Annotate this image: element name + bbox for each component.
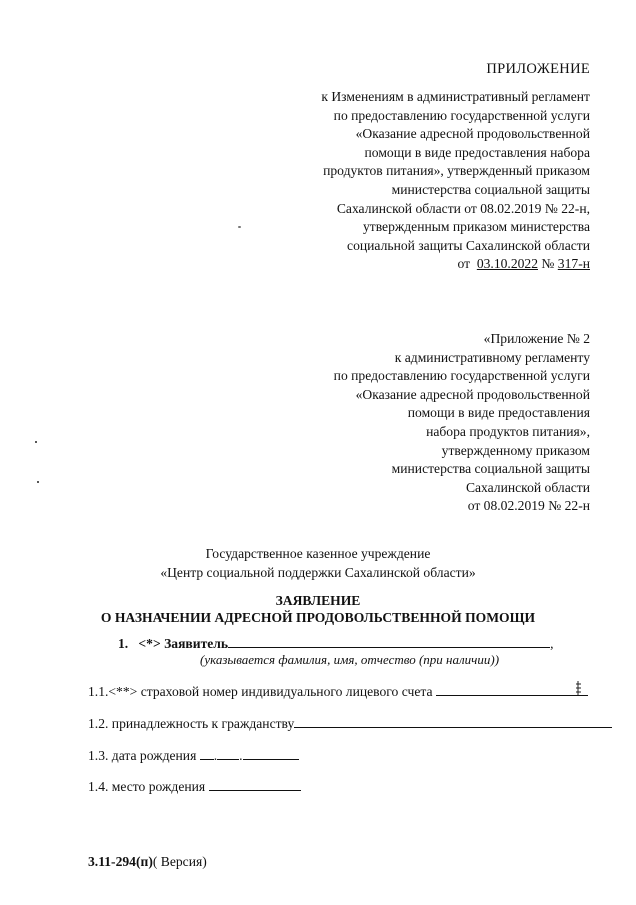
- annex2-line: по предоставлению государственной услуги: [333, 368, 590, 384]
- annex2-line: Сахалинской области: [465, 479, 590, 495]
- scan-speck: [35, 441, 37, 443]
- birth-year-input-line[interactable]: [243, 745, 299, 760]
- amendment-line: утвержденным приказом министерства: [362, 219, 590, 235]
- annex2-line: от 08.02.2019 № 22-н: [467, 498, 590, 514]
- date-separator: .: [213, 748, 218, 763]
- institution-block: [0, 545, 636, 582]
- document-subtitle: О НАЗНАЧЕНИИ АДРЕСНОЙ ПРОДОВОЛЬСТВЕННОЙ ПОМОЩИ: [100, 610, 536, 625]
- amendment-line: продуктов питания», утвержденный приказом: [323, 163, 590, 179]
- scan-speck: [238, 226, 241, 228]
- annex2-line: «Приложение № 2: [483, 331, 590, 346]
- applicant-trailing-comma: ,: [550, 636, 554, 651]
- citizenship-input-line[interactable]: [294, 713, 612, 728]
- annex2-line: министерства социальной защиты: [391, 461, 590, 477]
- date-prefix: от: [457, 256, 471, 272]
- field-birth-place: [88, 776, 301, 797]
- amendment-date-line: [321, 255, 590, 274]
- field-citizenship: [88, 713, 612, 734]
- amendment-line: помощи в виде предоставления набора: [364, 144, 590, 160]
- form-version: ( Версия): [152, 854, 207, 869]
- amendment-line: «Оказание адресной продовольственной: [355, 126, 590, 142]
- date-separator: .: [239, 748, 243, 763]
- field-snils-label: 1.1.<**> страховой номер индивидуального лицевого счета: [88, 684, 433, 699]
- birth-day-input-line[interactable]: [200, 745, 214, 760]
- institution-line: Государственное казенное учреждение: [205, 546, 431, 561]
- institution-name: «Центр социальной поддержки Сахалинской области»: [160, 564, 476, 580]
- applicant-name-field[interactable]: [228, 633, 550, 648]
- amendment-line: министерства социальной защиты: [391, 181, 590, 197]
- field-birth-date: [88, 745, 299, 766]
- document-title-line: ЗАЯВЛЕНИЕ: [275, 593, 361, 608]
- annex2-line: «Оказание адресной продовольственной: [355, 386, 590, 402]
- annex2-line: помощи в виде предоставления: [407, 405, 590, 421]
- annex2-line: к административному регламенту: [394, 349, 590, 365]
- birth-place-input-line[interactable]: [209, 776, 301, 791]
- annex-title: ПРИЛОЖЕНИЕ: [486, 61, 590, 77]
- order-number: 317-н: [557, 256, 590, 272]
- birth-month-input-line[interactable]: [217, 745, 239, 760]
- field-birth-place-label: 1.4. место рождения: [88, 779, 206, 794]
- document-title: [0, 592, 636, 626]
- number-sign: №: [541, 256, 555, 272]
- annex2-line: набора продуктов питания»,: [426, 423, 590, 439]
- applicant-number: 1.: [118, 636, 129, 651]
- applicant-label: <*> Заявитель: [138, 636, 229, 651]
- annex2-line: утвержденному приказом: [441, 442, 590, 458]
- field-citizenship-label: 1.2. принадлежность к гражданству: [88, 716, 295, 731]
- annex2-block: [334, 330, 590, 516]
- order-date: 03.10.2022: [476, 256, 538, 272]
- amendment-line: Сахалинской области от 08.02.2019 № 22-н,: [336, 200, 590, 216]
- margin-mark-icon: [575, 680, 583, 696]
- footer-code: [88, 853, 207, 872]
- applicant-hint: (указывается фамилия, имя, отчество (при наличии)): [200, 652, 500, 667]
- form-code: 3.11-294(п): [88, 854, 153, 869]
- field-birth-date-label: 1.3. дата рождения: [88, 748, 197, 763]
- amendment-line: социальной защиты Сахалинской области: [347, 237, 590, 253]
- amendment-block: [321, 88, 590, 274]
- amendment-line: по предоставлению государственной услуги: [333, 107, 590, 123]
- snils-input-line[interactable]: [436, 681, 588, 696]
- scan-speck: [37, 481, 39, 483]
- amendment-line: к Изменениям в административный регламент: [321, 89, 590, 104]
- field-snils: [88, 681, 588, 702]
